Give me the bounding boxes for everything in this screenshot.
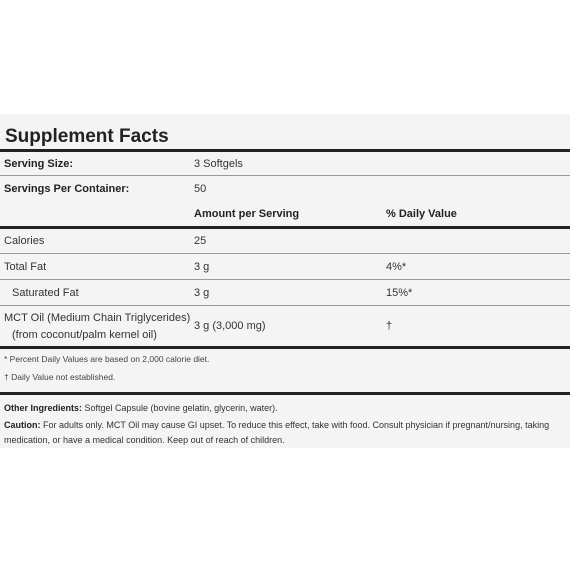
servings-per-container-value: 50 <box>194 183 207 195</box>
nutrient-amount-saturated-fat: 3 g <box>194 287 210 299</box>
footnote-daily-values: * Percent Daily Values are based on 2,000 calorie diet. <box>4 354 210 364</box>
title-divider <box>0 149 570 152</box>
supplement-facts-panel <box>0 114 570 448</box>
nutrient-name-total-fat: Total Fat <box>4 261 47 273</box>
row-divider <box>0 253 570 254</box>
serving-size-label: Serving Size: <box>4 158 74 170</box>
nutrient-dv-saturated-fat: 15%* <box>386 287 413 299</box>
row-divider <box>0 305 570 306</box>
nutrient-dv-total-fat: 4%* <box>386 261 407 273</box>
nutrient-dv-mct-oil: † <box>386 320 393 332</box>
amount-column-header: Amount per Serving <box>194 208 300 220</box>
daily-value-column-header: % Daily Value <box>386 208 457 220</box>
serving-size-value: 3 Softgels <box>194 158 243 170</box>
table-bottom-divider <box>0 346 570 349</box>
footnote-not-established: † Daily Value not established. <box>4 372 116 382</box>
other-ingredients <box>4 401 566 416</box>
row-divider <box>0 175 570 176</box>
nutrient-name-calories: Calories <box>4 235 45 247</box>
other-ingredients-label: Other Ingredients: <box>4 403 83 413</box>
page-title: Supplement Facts <box>5 126 169 147</box>
caution-text: For adults only. MCT Oil may cause GI upset. To reduce this effect, take with food. Consult physician if pregnant/nursing, taking medication, or have a medical condition. Keep out of reach of children. <box>4 420 550 445</box>
nutrient-name-mct-oil: MCT Oil (Medium Chain Triglycerides) <box>4 312 191 324</box>
caution-statement <box>4 418 566 448</box>
nutrient-amount-mct-oil: 3 g (3,000 mg) <box>194 320 266 332</box>
servings-per-container-label: Servings Per Container: <box>4 183 130 195</box>
footnote-divider <box>0 392 570 395</box>
nutrient-amount-total-fat: 3 g <box>194 261 210 273</box>
caution-label: Caution: <box>4 420 41 430</box>
nutrient-name-mct-oil-source: (from coconut/palm kernel oil) <box>12 329 157 341</box>
other-ingredients-text: Softgel Capsule (bovine gelatin, glycerin, water). <box>82 403 278 413</box>
nutrient-name-saturated-fat: Saturated Fat <box>12 287 79 299</box>
nutrient-amount-calories: 25 <box>194 235 207 247</box>
header-divider <box>0 226 570 229</box>
row-divider <box>0 279 570 280</box>
